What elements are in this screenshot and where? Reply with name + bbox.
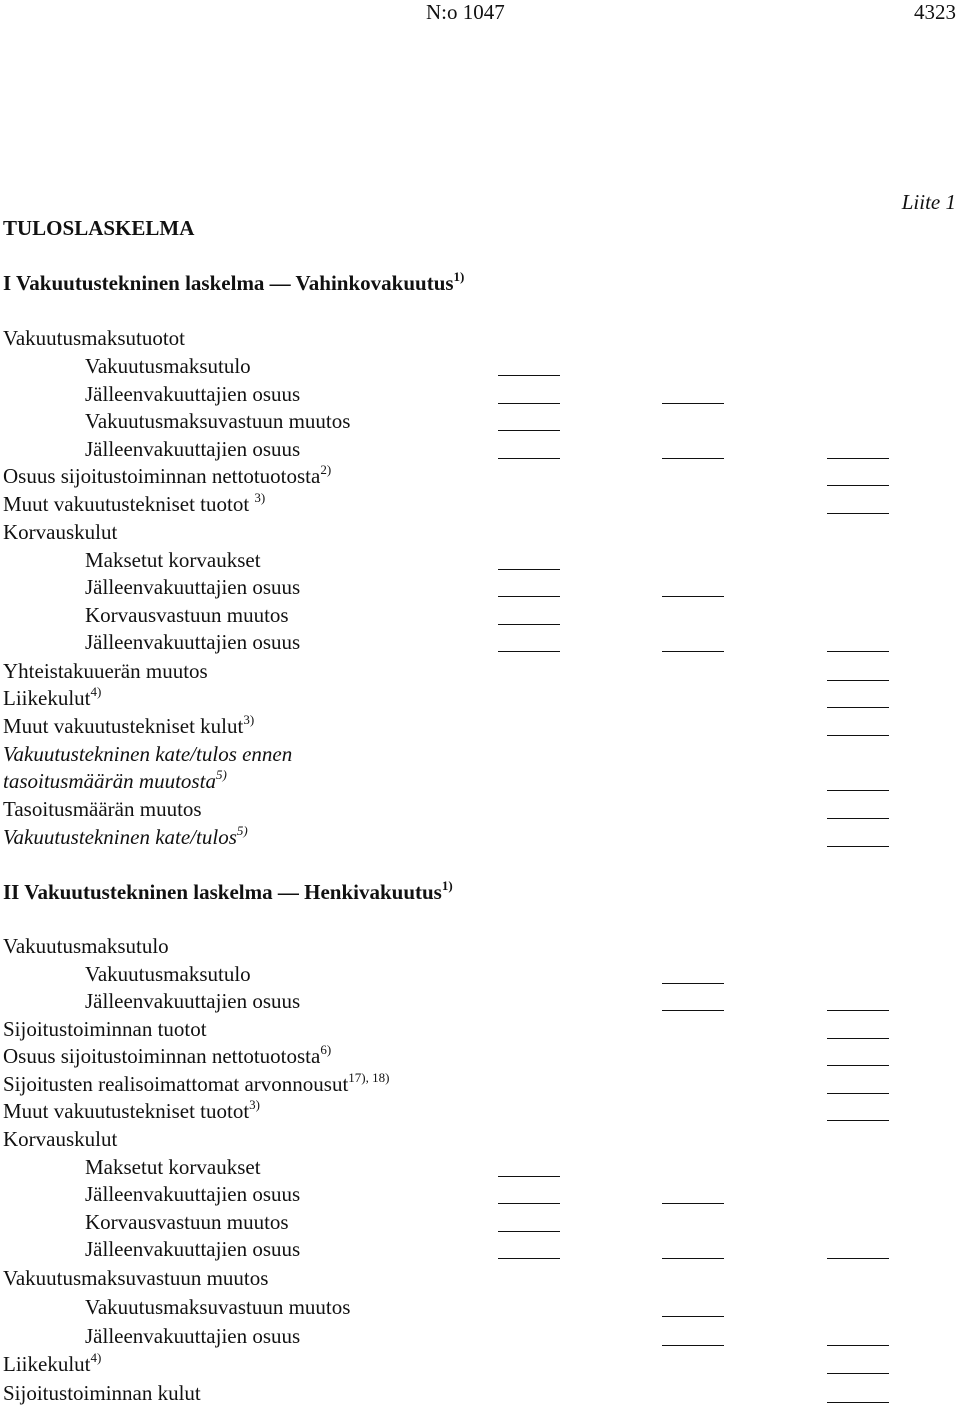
line-item-label: [85, 550, 261, 571]
document-title: TULOSLASKELMA: [3, 216, 195, 240]
amount-blank-col-3: [827, 1065, 889, 1066]
line-item-text: Vakuutusmaksutulo: [3, 934, 169, 958]
line-item-text: Jälleenvakuuttajien osuus: [85, 437, 301, 461]
line-item-label: [3, 328, 185, 349]
amount-blank-col-1: [498, 651, 560, 652]
line-item-label: [85, 1157, 261, 1178]
line-item-text: Vakuutusmaksuvastuun muutos: [3, 1266, 269, 1290]
section-1-row: [0, 605, 960, 633]
line-item-text: Jälleenvakuuttajien osuus: [85, 382, 301, 406]
amount-blank-col-3: [827, 1402, 889, 1403]
line-item-text: Korvauskulut: [3, 520, 118, 544]
footnote-ref: 3): [249, 1097, 260, 1112]
line-item-label: [3, 823, 248, 849]
section-1-row: [0, 632, 960, 660]
line-item-label: [3, 522, 117, 543]
section-2-row: [0, 1019, 960, 1047]
amount-blank-col-1: [498, 596, 560, 597]
section-1-row: [0, 384, 960, 412]
line-item-text: Jälleenvakuuttajien osuus: [85, 630, 301, 654]
section-2-row: [0, 1212, 960, 1240]
document-number: N:o 1047: [426, 0, 505, 24]
amount-blank-col-3: [827, 707, 889, 708]
section-1-row: [0, 522, 960, 550]
line-item-label: [3, 936, 169, 957]
line-item-label: [3, 1042, 332, 1068]
line-item-label: [3, 1097, 260, 1123]
line-item-text: Liikekulut: [3, 1352, 91, 1376]
amount-blank-col-3: [827, 846, 889, 847]
line-item-text: Jälleenvakuuttajien osuus: [85, 1182, 301, 1206]
section-2-row: [0, 1239, 960, 1267]
section-1-row: [0, 577, 960, 605]
amount-blank-col-3: [827, 1093, 889, 1094]
footnote-ref: 5): [215, 767, 227, 782]
footnote-ref: 6): [320, 1042, 332, 1057]
amount-blank-col-1: [498, 403, 560, 404]
line-item-text: tasoitusmäärän muutosta: [3, 769, 216, 793]
line-item-text: Liikekulut: [3, 686, 91, 710]
section-2-row: [0, 1383, 960, 1411]
footnote-ref: 2): [320, 462, 332, 477]
section-2-row: [0, 1297, 960, 1325]
line-item-label: [3, 799, 202, 820]
section-1-row: [0, 328, 960, 356]
line-item-text: Jälleenvakuuttajien osuus: [85, 1324, 301, 1348]
line-item-label: [85, 356, 251, 377]
amount-blank-col-1: [498, 1258, 560, 1259]
amount-blank-col-3: [827, 1373, 889, 1374]
amount-blank-col-3: [827, 513, 889, 514]
amount-blank-col-2: [662, 596, 724, 597]
footnote-ref: 3): [243, 712, 255, 727]
line-item-label: [3, 684, 102, 710]
line-item-text: Muut vakuutustekniset kulut: [3, 714, 244, 738]
line-item-text: Korvausvastuun muutos: [85, 603, 289, 627]
amount-blank-col-3: [827, 818, 889, 819]
footnote-ref: 3): [254, 490, 266, 505]
section-1-row: [0, 767, 960, 799]
line-item-label: [85, 577, 300, 598]
amount-blank-col-2: [662, 458, 724, 459]
line-item-label: [3, 744, 292, 765]
line-item-label: [3, 1383, 201, 1404]
line-item-label: [3, 1019, 207, 1040]
line-item-label: [85, 411, 350, 432]
amount-blank-col-2: [662, 403, 724, 404]
line-item-text: Yhteistakuuerän muutos: [3, 659, 208, 683]
page-number: 4323: [914, 0, 956, 24]
line-item-text: Jälleenvakuuttajien osuus: [85, 989, 301, 1013]
section-2-row: [0, 1268, 960, 1296]
line-item-label: [85, 632, 300, 653]
line-item-text: Jälleenvakuuttajien osuus: [85, 575, 301, 599]
section-1-row: [0, 823, 960, 855]
appendix-label: Liite 1: [901, 190, 956, 214]
section-1-row: [0, 799, 960, 827]
line-item-label: [3, 462, 332, 488]
amount-blank-col-1: [498, 1231, 560, 1232]
line-item-text: Vakuutustekninen kate/tulos: [3, 825, 237, 849]
line-item-label: [85, 1239, 300, 1260]
section-1-row: [0, 356, 960, 384]
amount-blank-col-3: [827, 485, 889, 486]
section-2-title: II Vakuutustekninen laskelma — Henkivakuutus$^{1)}$: [3, 878, 453, 904]
amount-blank-col-1: [498, 569, 560, 570]
amount-blank-col-2: [662, 1010, 724, 1011]
section-1-row: [0, 661, 960, 689]
amount-blank-col-2: [662, 1203, 724, 1204]
amount-blank-col-2: [662, 983, 724, 984]
line-item-text: Muut vakuutustekniset tuotot: [3, 492, 255, 516]
line-item-text: Sijoitusten realisoimattomat arvonnousut: [3, 1072, 349, 1096]
footnote-ref: 4): [90, 684, 102, 699]
footnote-ref: 4): [90, 1350, 102, 1365]
line-item-label: [85, 964, 251, 985]
line-item-text: Vakuutustekninen kate/tulos ennen: [3, 742, 293, 766]
line-item-text: Vakuutusmaksutulo: [85, 354, 251, 378]
line-item-text: Muut vakuutustekniset tuotot: [3, 1099, 250, 1123]
line-item-text: Sijoitustoiminnan tuotot: [3, 1017, 207, 1041]
section-2-row: [0, 1097, 960, 1129]
section-1-row: [0, 411, 960, 439]
amount-blank-col-3: [827, 1038, 889, 1039]
line-item-text: Vakuutusmaksutuotot: [3, 326, 185, 350]
section-2-row: [0, 964, 960, 992]
amount-blank-col-1: [498, 1203, 560, 1204]
amount-blank-col-3: [827, 1120, 889, 1121]
amount-blank-col-2: [662, 1316, 724, 1317]
line-item-label: [85, 1326, 300, 1347]
section-2-row: [0, 1157, 960, 1185]
line-item-text: Osuus sijoitustoiminnan nettotuotosta: [3, 1044, 321, 1068]
line-item-label: [3, 1129, 117, 1150]
amount-blank-col-1: [498, 430, 560, 431]
section-2-row: [0, 1350, 960, 1382]
amount-blank-col-1: [498, 458, 560, 459]
amount-blank-col-3: [827, 735, 889, 736]
line-item-text: Maksetut korvaukset: [85, 1155, 261, 1179]
line-item-label: [85, 1297, 350, 1318]
section-1-row: [0, 744, 960, 772]
line-item-label: [85, 1184, 300, 1205]
amount-blank-col-2: [662, 1258, 724, 1259]
line-item-text: Vakuutusmaksuvastuun muutos: [85, 409, 351, 433]
line-item-label: [85, 384, 300, 405]
amount-blank-col-2: [662, 651, 724, 652]
line-item-label: [3, 1070, 390, 1096]
amount-blank-col-3: [827, 458, 889, 459]
line-item-text: Vakuutusmaksutulo: [85, 962, 251, 986]
section-2-row: [0, 1042, 960, 1074]
line-item-label: [3, 490, 266, 516]
amount-blank-col-3: [827, 651, 889, 652]
section-1-row: [0, 550, 960, 578]
section-1-row: [0, 490, 960, 522]
section-1-row: [0, 439, 960, 467]
footnote-ref: 5): [236, 823, 248, 838]
line-item-label: [85, 991, 300, 1012]
section-2-row: [0, 991, 960, 1019]
section-1-row: [0, 462, 960, 494]
line-item-label: [85, 605, 289, 626]
amount-blank-col-3: [827, 1010, 889, 1011]
section-1-row: [0, 684, 960, 716]
line-item-label: [3, 1268, 268, 1289]
line-item-label: [3, 1350, 102, 1376]
amount-blank-col-1: [498, 624, 560, 625]
section-2-row: [0, 1184, 960, 1212]
amount-blank-col-2: [662, 1345, 724, 1346]
section-2-row: [0, 1326, 960, 1354]
line-item-label: [3, 661, 208, 682]
amount-blank-col-3: [827, 1345, 889, 1346]
section-2-row: [0, 1070, 960, 1102]
amount-blank-col-3: [827, 680, 889, 681]
line-item-text: Korvausvastuun muutos: [85, 1210, 289, 1234]
amount-blank-col-1: [498, 1176, 560, 1177]
footnote-ref: 17), 18): [348, 1070, 390, 1085]
line-item-text: Tasoitusmäärän muutos: [3, 797, 202, 821]
line-item-label: [85, 1212, 289, 1233]
line-item-text: Vakuutusmaksuvastuun muutos: [85, 1295, 351, 1319]
line-item-label: [85, 439, 300, 460]
amount-blank-col-3: [827, 790, 889, 791]
section-2-row: [0, 1129, 960, 1157]
line-item-label: [3, 767, 227, 793]
line-item-text: Korvauskulut: [3, 1127, 118, 1151]
section-2-row: [0, 936, 960, 964]
amount-blank-col-3: [827, 1258, 889, 1259]
line-item-text: Osuus sijoitustoiminnan nettotuotosta: [3, 464, 321, 488]
line-item-label: [3, 712, 255, 738]
section-1-row: [0, 712, 960, 744]
line-item-text: Jälleenvakuuttajien osuus: [85, 1237, 301, 1261]
amount-blank-col-1: [498, 375, 560, 376]
line-item-text: Sijoitustoiminnan kulut: [3, 1381, 201, 1405]
section-1-title: I Vakuutustekninen laskelma — Vahinkovakuutus$^{1)}$: [3, 269, 465, 295]
line-item-text: Maksetut korvaukset: [85, 548, 261, 572]
